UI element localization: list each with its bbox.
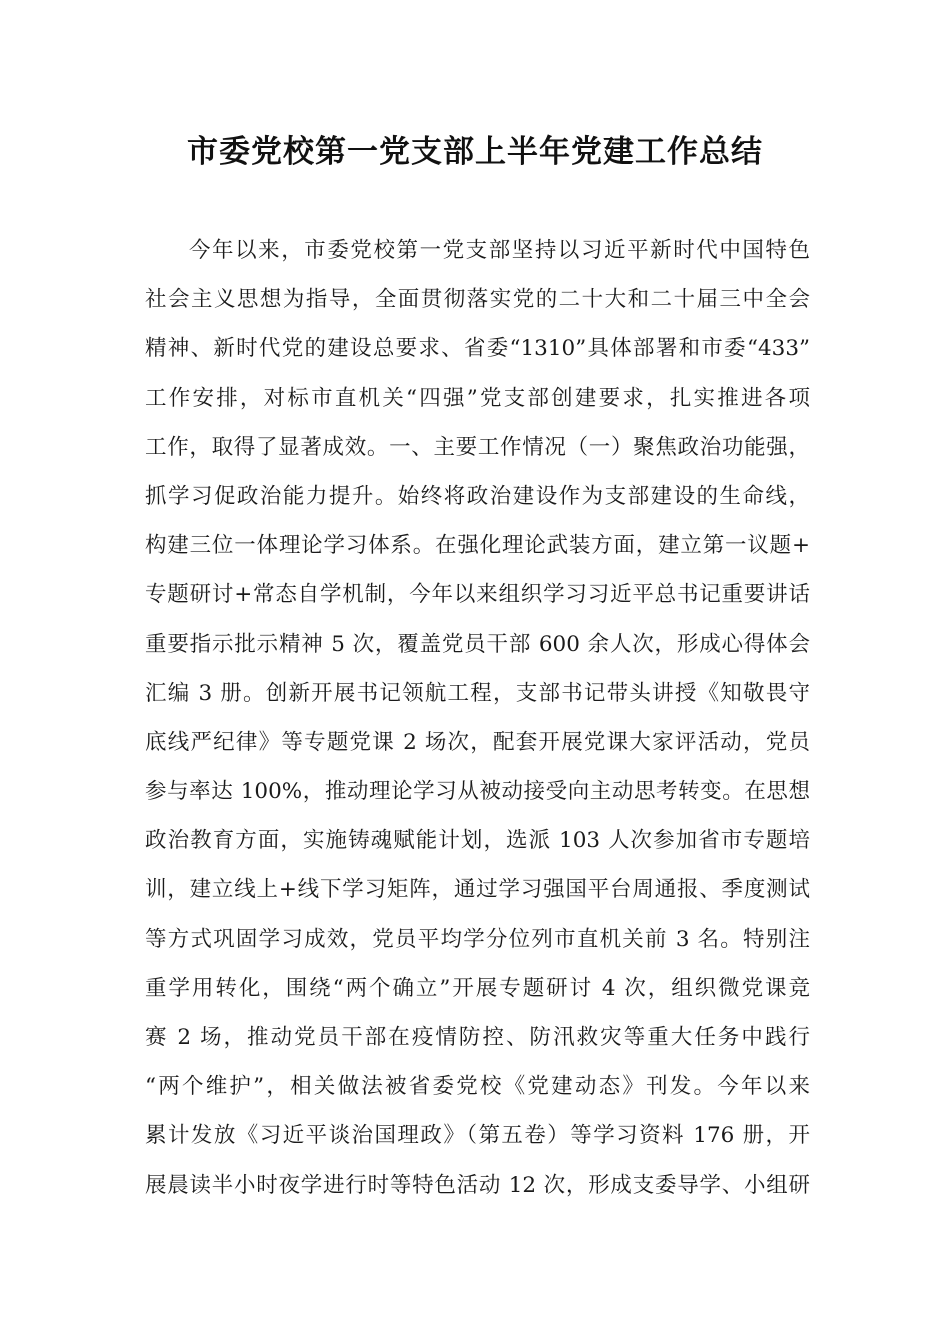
body-line: 累计发放《习近平谈治国理政》（第五卷）等学习资料 176 册，开 <box>145 1123 810 1149</box>
body-line: 构建三位一体理论学习体系。在强化理论武装方面，建立第一议题+ <box>145 533 810 559</box>
document-body <box>145 226 810 1210</box>
body-line: 汇编 3 册。创新开展书记领航工程，支部书记带头讲授《知敬畏守 <box>145 680 810 706</box>
body-line: 赛 2 场，推动党员干部在疫情防控、防汛救灾等重大任务中践行 <box>145 1025 810 1050</box>
body-line: 抓学习促政治能力提升。始终将政治建设作为支部建设的生命线， <box>145 483 810 509</box>
body-line: 训，建立线上+线下学习矩阵，通过学习强国平台周通报、季度测试 <box>145 877 810 903</box>
body-line: 参与率达 100%，推动理论学习从被动接受向主动思考转变。在思想 <box>145 779 810 805</box>
body-line: 展晨读半小时夜学进行时等特色活动 12 次，形成支委导学、小组研 <box>145 1172 810 1198</box>
body-line: 专题研讨+常态自学机制，今年以来组织学习习近平总书记重要讲话 <box>145 582 810 608</box>
body-line: 重要指示批示精神 5 次，覆盖党员干部 600 余人次，形成心得体会 <box>145 631 810 657</box>
body-line: 底线严纪律》等专题党课 2 场次，配套开展党课大家评活动，党员 <box>145 729 810 755</box>
body-line: 工作，取得了显著成效。一、主要工作情况（一）聚焦政治功能强， <box>145 434 810 460</box>
body-line: 精神、新时代党的建设总要求、省委“1310”具体部署和市委“433” <box>145 336 810 362</box>
body-line: 工作安排，对标市直机关“四强”党支部创建要求，扎实推进各项 <box>145 385 810 411</box>
body-line: 重学用转化，围绕“两个确立”开展专题研讨 4 次，组织微党课竞 <box>145 975 810 1001</box>
body-line: 政治教育方面，实施铸魂赋能计划，选派 103 人次参加省市专题培 <box>145 828 810 854</box>
body-line: 社会主义思想为指导，全面贯彻落实党的二十大和二十届三中全会 <box>145 287 810 313</box>
body-line: “两个维护”，相关做法被省委党校《党建动态》刊发。今年以来 <box>145 1074 810 1100</box>
body-line: 今年以来，市委党校第一党支部坚持以习近平新时代中国特色 <box>189 238 810 263</box>
body-line: 等方式巩固学习成效，党员平均学分位列市直机关前 3 名。特别注 <box>145 926 810 952</box>
document-title: 市委党校第一党支部上半年党建工作总结 <box>187 134 763 170</box>
